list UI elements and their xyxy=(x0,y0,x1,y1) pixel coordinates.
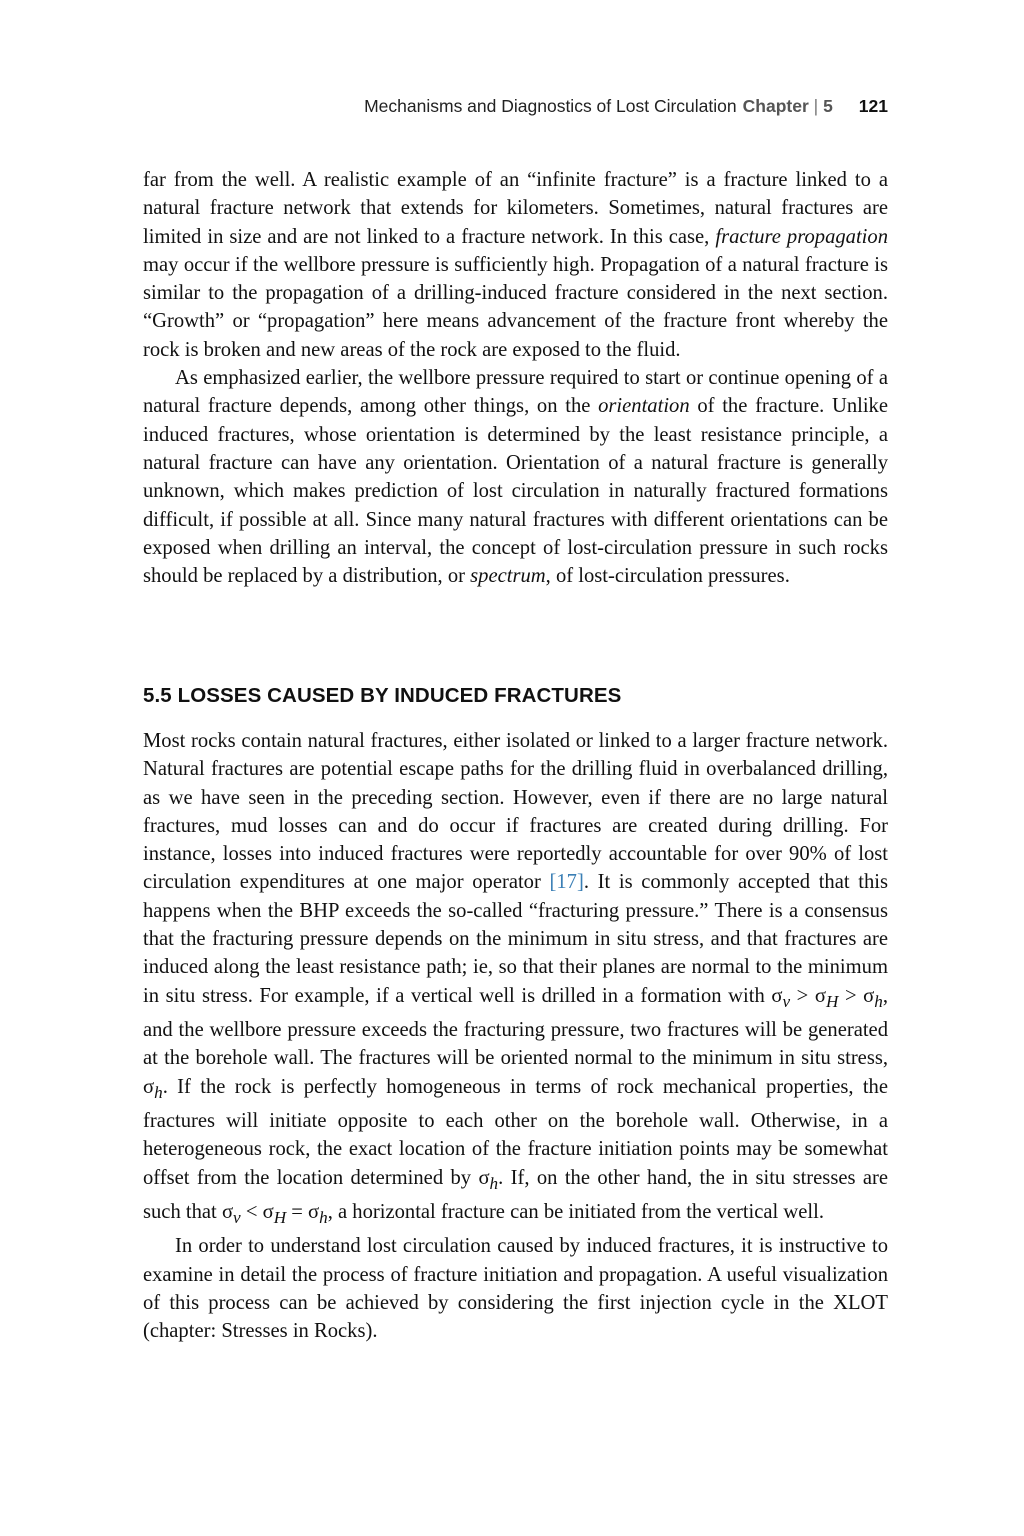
text-block-upper xyxy=(143,166,888,590)
paragraph-text: . If, on the other hand, the in situ stresses are such that xyxy=(143,1166,888,1224)
operator: > xyxy=(790,984,815,1007)
paragraph-text: may occur if the wellbore pressure is sufficiently high. Propagation of a natural fracture is similar to the propagation of a drilling-induced fracture considered in the next section. “Growth” or “propagation” here means advancement of the fracture front whereby the rock is broken and new areas of the rock are exposed to the fluid. xyxy=(143,253,888,361)
operator: = xyxy=(286,1201,309,1224)
paragraph-text: As emphasized earlier, the wellbore pressure required to start or continue opening of a natural fracture depends, among other things, on the xyxy=(143,367,888,418)
stress-symbol xyxy=(143,1075,163,1102)
paragraph-orientation xyxy=(143,364,888,590)
paragraph-xlot xyxy=(143,1232,888,1345)
paragraph-text: far from the well. A realistic example of an “infinite fracture” is a fracture linked to a natural fracture network that extends for kilometers. Sometimes, natural fractures are limited in size and are not linked to a fracture network. In this case, xyxy=(143,169,888,248)
book-page xyxy=(143,0,888,1536)
subscript: h xyxy=(874,991,883,1011)
sigma-symbol: σ xyxy=(863,984,875,1007)
operator: > xyxy=(838,984,864,1007)
subscript: v xyxy=(233,1208,241,1228)
paragraph-continuation xyxy=(143,166,888,364)
page-number: 121 xyxy=(858,96,888,116)
stress-inequality xyxy=(771,984,883,1011)
emphasis-text: spectrum xyxy=(470,565,546,588)
sigma-symbol: σ xyxy=(221,1201,234,1224)
paragraph-text: , a horizontal fracture can be initiated from the vertical well. xyxy=(327,1201,825,1224)
running-header xyxy=(143,96,888,117)
paragraph-induced-fractures xyxy=(143,727,888,1232)
paragraph-text: of the fracture. Unlike induced fractures, whose orientation is determined by the least resistance principle, a natural fracture can have any orientation. Orientation of a natural fracture is generally unknown, which makes prediction of lost circulation in naturally fractured formations difficult, if possible at all. Since many natural fractures with different orientations can be exposed when drilling an interval, the concept of lost-circulation pressure in such rocks should be replaced by a distribution, or xyxy=(143,395,888,588)
emphasis-text: orientation xyxy=(598,395,690,418)
sigma-symbol: σ xyxy=(814,984,826,1007)
sigma-symbol: σ xyxy=(262,1201,274,1224)
paragraph-text: , and the wellbore pressure exceeds the fracturing pressure, two fractures will be generated at the borehole wall. The fractures will be oriented normal to the minimum in situ stress, xyxy=(143,984,888,1070)
section-heading: 5.5 LOSSES CAUSED BY INDUCED FRACTURES xyxy=(143,684,622,707)
subscript: h xyxy=(319,1208,328,1228)
chapter-label: Chapter xyxy=(742,96,809,116)
header-separator: | xyxy=(813,96,819,116)
citation-link[interactable]: [17] xyxy=(549,871,584,894)
paragraph-text: . It is commonly accepted that this happens when the BHP exceeds the so-called “fracturing pressure.” There is a consensus that the fracturing pressure depends on the minimum in situ stress, and that fractures are induced along the least resistance path; ie, so that their planes are normal to the minimum in situ stress. For example, if a vertical well is drilled in a formation with xyxy=(143,871,888,1007)
operator: < xyxy=(240,1201,263,1224)
sigma-symbol: σ xyxy=(478,1166,490,1189)
emphasis-text: fracture propagation xyxy=(715,225,888,248)
subscript: H xyxy=(825,991,839,1011)
paragraph-text: Most rocks contain natural fractures, either isolated or linked to a larger fracture network. Natural fractures are potential escape paths for the drilling fluid in overbalanced drilling, as we have seen in the preceding section. However, even if there are no large natural fractures, mud losses can and do occur if fractures are created during drilling. For instance, losses into induced fractures were reportedly accountable for over 90% of lost circulation expenditures at one major operator xyxy=(143,730,888,894)
subscript: h xyxy=(154,1082,163,1102)
paragraph-text: . If the rock is perfectly homogeneous in terms of rock mechanical properties, the fractures will initiate opposite to each other on the borehole wall. Otherwise, in a heterogeneous rock, the exact location of the fracture initiation points may be somewhat offset from the location determined by xyxy=(143,1075,888,1189)
stress-inequality xyxy=(221,1201,328,1228)
text-block-lower xyxy=(143,727,888,1346)
sigma-symbol: σ xyxy=(143,1075,155,1098)
paragraph-text: , of lost-circulation pressures. xyxy=(545,565,790,588)
subscript: h xyxy=(489,1173,499,1193)
running-title: Mechanisms and Diagnostics of Lost Circulation xyxy=(364,96,737,116)
sigma-symbol: σ xyxy=(308,1201,320,1224)
subscript: v xyxy=(782,991,791,1011)
paragraph-text: In order to understand lost circulation caused by induced fractures, it is instructive to examine in detail the process of fracture initiation and propagation. A useful visualization of this process can be achieved by considering the first injection cycle in the XLOT (chapter: Stresses in Rocks). xyxy=(143,1235,888,1343)
sigma-symbol: σ xyxy=(771,984,783,1007)
subscript: H xyxy=(273,1208,287,1228)
chapter-number: 5 xyxy=(823,96,833,116)
stress-symbol xyxy=(478,1166,499,1193)
